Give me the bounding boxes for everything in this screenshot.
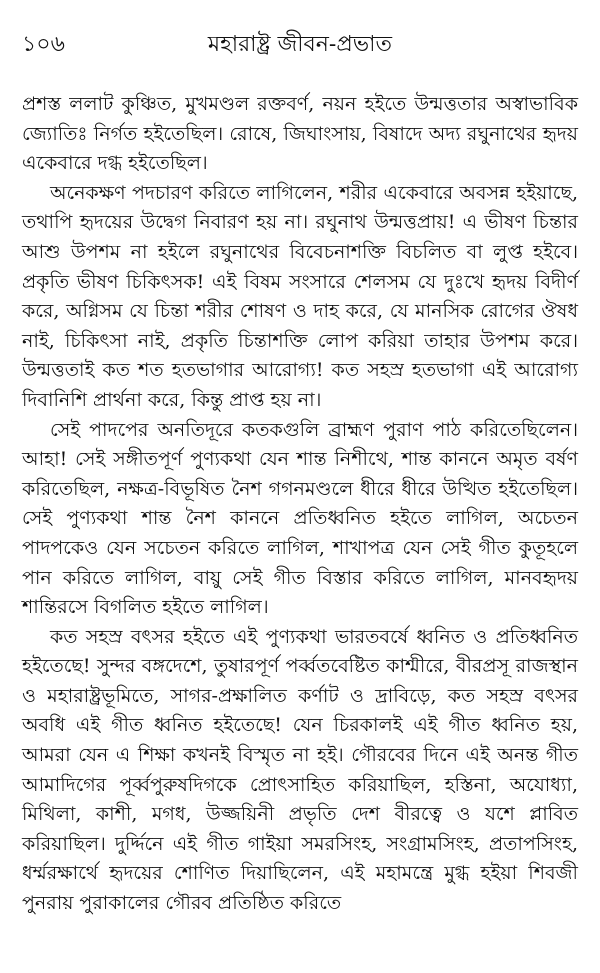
- page-number: ১০৬: [22, 32, 65, 57]
- paragraph: অনেকক্ষণ পদচারণ করিতে লাগিলেন, শরীর একেবারে অবসন্ন হইয়াছে, তথাপি হৃদয়ের উদ্বেগ নিবারণ হয় না। রঘুনাথ উন্মত্তপ্রায়! এ ভীষণ চিন্তার আশু উপশম না হইলে রঘুনাথের বিবেচনাশক্তি বিচলিত বা লুপ্ত হইবে। প্রকৃতি ভীষণ চিকিৎসক! এই বিষম সংসারে শেলসম যে দুঃখে হৃদয় বিদীর্ণ করে, অগ্নিসম যে চিন্তা শরীর শোষণ ও দাহ করে, যে মানসিক রোগের ঔষধ নাই, চিকিৎসা নাই, প্রকৃতি চিন্তাশক্তি লোপ করিয়া তাহার উপশম করে। উন্মত্ততাই কত শত হতভাগার আরোগ্য! কত সহস্র হতভাগা এই আরোগ্য দিবানিশি প্রার্থনা করে, কিন্তু প্রাপ্ত হয় না।: [22, 181, 578, 411]
- running-title: মহারাষ্ট্র জীবন-প্রভাত: [207, 32, 393, 57]
- paragraph: সেই পাদপের অনতিদূরে কতকগুলি ব্রাহ্মণ পুরাণ পাঠ করিতেছিলেন। আহা! সেই সঙ্গীতপূর্ণ পুণ্যকথা যেন শান্ত নিশীথে, শান্ত কাননে অমৃত বর্ষণ করিতেছিল, নক্ষত্র-বিভূষিত নৈশ গগনমণ্ডলে ধীরে ধীরে উত্থিত হইতেছিল। সেই পুণ্যকথা শান্ত নৈশ কাননে প্রতিধ্বনিত হইতে লাগিল, অচেতন পাদপকেও যেন সচেতন করিতে লাগিল, শাখাপত্র যেন সেই গীত কুতূহলে পান করিতে লাগিল, বায়ু সেই গীত বিস্তার করিতে লাগিল, মানবহৃদয় শান্তিরসে বিগলিত হইতে লাগিল।: [22, 418, 578, 619]
- body-text: [22, 90, 578, 919]
- paragraph: প্রশস্ত ললাট কুঞ্চিত, মুখমণ্ডল রক্তবর্ণ, নয়ন হইতে উন্মত্ততার অস্বাভাবিক জ্যোতিঃ নির্গত হইতেছিল। রোষে, জিঘাংসায়, বিষাদে অদ্য রঘুনাথের হৃদয় একেবারে দগ্ধ হইতেছিল।: [22, 93, 578, 175]
- page-header: [22, 30, 578, 64]
- paragraph: কত সহস্র বৎসর হইতে এই পুণ্যকথা ভারতবর্ষে ধ্বনিত ও প্রতিধ্বনিত হইতেছে! সুন্দর বঙ্গদেশে, তুষারপূর্ণ পর্ব্বতবেষ্টিত কাশ্মীরে, বীরপ্রসূ রাজস্থান ও মহারাষ্ট্রভূমিতে, সাগর-প্রক্ষালিত কর্ণাট ও দ্রাবিড়ে, কত সহস্র বৎসর অবধি এই গীত ধ্বনিত হইতেছে! যেন চিরকালই এই গীত ধ্বনিত হয়, আমরা যেন এ শিক্ষা কখনই বিস্মৃত না হই। গৌরবের দিনে এই অনন্ত গীত আমাদিগের পূর্ব্বপুরুষদিগকে প্রোৎসাহিত করিয়াছিল, হস্তিনা, অযোধ্যা, মিথিলা, কাশী, মগধ, উজ্জয়িনী প্রভৃতি দেশ বীরত্বে ও যশে প্লাবিত করিয়াছিল। দুর্দ্দিনে এই গীত গাইয়া সমরসিংহ, সংগ্রামসিংহ, প্রতাপসিংহ, ধর্ম্মরক্ষার্থে হৃদয়ের শোণিত দিয়াছিলেন, এই মহামন্ত্রে মুগ্ধ হইয়া শিবজী পুনরায় পুরাকালের গৌরব প্রতিষ্ঠিত করিতে: [22, 625, 578, 915]
